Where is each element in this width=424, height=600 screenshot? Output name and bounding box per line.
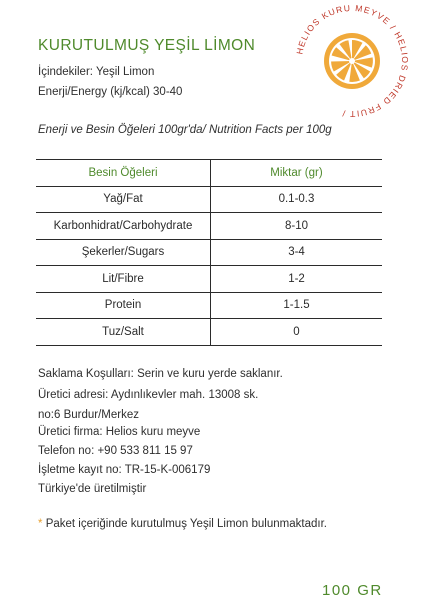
note-text: Paket içeriğinde kurutulmuş Yeşil Limon bulunmaktadır. [45, 518, 327, 530]
column-header-amount: Miktar (gr) [211, 160, 383, 187]
product-title: KURUTULMUŞ YEŞİL LİMON [38, 37, 256, 54]
column-header-nutrient: Besin Öğeleri [36, 160, 211, 187]
table-header-row [36, 160, 382, 187]
energy-text: Enerji/Energy (kj/kcal) 30-40 [38, 86, 183, 98]
nutrition-heading: Enerji ve Besin Öğeleri 100gr'da/ Nutrition Facts per 100g [38, 124, 332, 136]
table-row [36, 213, 382, 240]
table-row [36, 319, 382, 346]
registration-number: İşletme kayıt no: TR-15-K-006179 [38, 464, 211, 476]
nutrient-value: 8-10 [211, 213, 383, 240]
origin-text: Türkiye'de üretilmiştir [38, 483, 147, 495]
nutrient-name: Yağ/Fat [36, 186, 211, 213]
nutrient-name: Tuz/Salt [36, 319, 211, 346]
seal-text: HELIOS KURU MEYVE / HELIOS DRIED FRUIT / [294, 2, 411, 120]
nutrition-table [36, 159, 382, 346]
nutrient-name: Karbonhidrat/Carbohydrate [36, 213, 211, 240]
nutrient-value: 1-1.5 [211, 292, 383, 319]
nutrient-name: Protein [36, 292, 211, 319]
ingredients-text: İçindekiler: Yeşil Limon [38, 66, 155, 78]
producer-address-line-2: no:6 Burdur/Merkez [38, 409, 139, 421]
helios-seal-logo [291, 0, 413, 122]
nutrient-name: Lit/Fibre [36, 266, 211, 293]
note-star: * [38, 518, 43, 530]
producer-company: Üretici firma: Helios kuru meyve [38, 426, 201, 438]
storage-conditions: Saklama Koşulları: Serin ve kuru yerde saklanır. [38, 368, 283, 380]
package-note [38, 518, 327, 530]
nutrient-value: 0 [211, 319, 383, 346]
lemon-slice-icon [324, 33, 380, 89]
phone-number: Telefon no: +90 533 811 15 97 [38, 445, 193, 457]
producer-address-line-1: Üretici adresi: Aydınlıkevler mah. 13008 sk. [38, 389, 259, 401]
nutrient-name: Şekerler/Sugars [36, 239, 211, 266]
nutrient-value: 0.1-0.3 [211, 186, 383, 213]
nutrient-value: 1-2 [211, 266, 383, 293]
table-row [36, 292, 382, 319]
net-weight: 100 GR [322, 582, 383, 599]
table-row [36, 186, 382, 213]
table-row [36, 239, 382, 266]
table-row [36, 266, 382, 293]
nutrient-value: 3-4 [211, 239, 383, 266]
